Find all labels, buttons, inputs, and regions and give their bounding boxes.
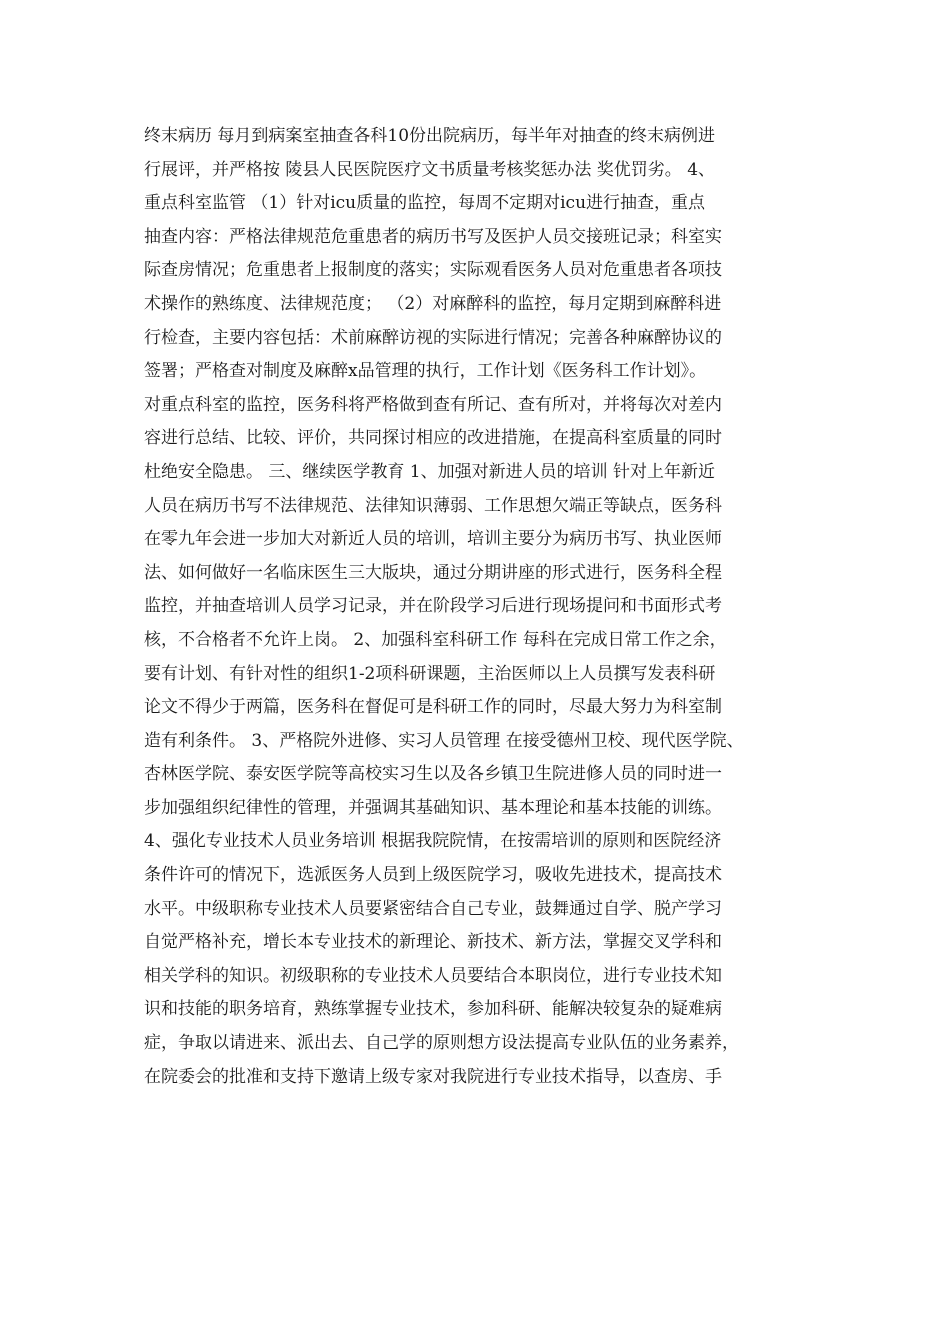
text-line: 症，争取以请进来、派出去、自己学的原则想方设法提高专业队伍的业务素养， (144, 1033, 739, 1054)
text-line: 造有利条件。 3、严格院外进修、实习人员管理 在接受德州卫校、现代医学院、 (144, 730, 744, 751)
text-line: 要有计划、有针对性的组织1-2项科研课题，主治医师以上人员撰写发表科研 (144, 663, 716, 684)
text-line: 行检查，主要内容包括：术前麻醉访视的实际进行情况；完善各种麻醉协议的 (144, 327, 722, 348)
text-line: 人员在病历书写不法律规范、法律知识薄弱、工作思想欠端正等缺点，医务科 (144, 495, 722, 516)
text-line: 监控，并抽查培训人员学习记录，并在阶段学习后进行现场提问和书面形式考 (144, 596, 722, 617)
text-line: 4、强化专业技术人员业务培训 根据我院院情，在按需培训的原则和医院经济 (144, 831, 722, 852)
text-line: 核，不合格者不允许上岗。 2、加强科室科研工作 每科在完成日常工作之余， (144, 629, 727, 650)
text-line: 杜绝安全隐患。 三、继续医学教育 1、加强对新进人员的培训 针对上年新近 (144, 461, 716, 482)
text-line: 行展评，并严格按 陵县人民医院医疗文书质量考核奖惩办法 奖优罚劣。 4、 (144, 159, 716, 180)
text-line: 容进行总结、比较、评价，共同探讨相应的改进措施，在提高科室质量的同时 (144, 428, 722, 449)
text-line: 在院委会的批准和支持下邀请上级专家对我院进行专业技术指导，以查房、手 (144, 1066, 722, 1087)
text-line: 在零九年会进一步加大对新近人员的培训，培训主要分为病历书写、执业医师 (144, 529, 722, 550)
text-line: 步加强组织纪律性的管理，并强调其基础知识、基本理论和基本技能的训练。 (144, 797, 722, 818)
text-line: 水平。中级职称专业技术人员要紧密结合自己专业，鼓舞通过自学、脱产学习 (144, 898, 722, 919)
text-line: 法、如何做好一名临床医生三大版块，通过分期讲座的形式进行，医务科全程 (144, 562, 722, 583)
text-line: 重点科室监管 （1）针对icu质量的监控，每周不定期对icu进行抽查，重点 (144, 193, 706, 214)
text-line: 相关学科的知识。初级职称的专业技术人员要结合本职岗位，进行专业技术知 (144, 965, 722, 986)
text-line: 识和技能的职务培育，熟练掌握专业技术，参加科研、能解决较复杂的疑难病 (144, 999, 722, 1020)
text-line: 自觉严格补充，增长本专业技术的新理论、新技术、新方法，掌握交叉学科和 (144, 932, 722, 953)
text-line: 术操作的熟练度、法律规范度； （2）对麻醉科的监控，每月定期到麻醉科进 (144, 293, 722, 314)
body-text (144, 120, 824, 1094)
text-line: 际查房情况；危重患者上报制度的落实；实际观看医务人员对危重患者各项技 (144, 260, 722, 281)
text-line: 抽查内容：严格法律规范危重患者的病历书写及医护人员交接班记录；科室实 (144, 226, 722, 247)
text-line: 条件许可的情况下，选派医务人员到上级医院学习，吸收先进技术，提高技术 (144, 865, 722, 886)
text-line: 对重点科室的监控，医务科将严格做到查有所记、查有所对，并将每次对差内 (144, 394, 722, 415)
text-line: 终末病历 每月到病案室抽查各科10份出院病历，每半年对抽查的终末病例进 (144, 126, 716, 146)
text-line: 杏林医学院、泰安医学院等高校实习生以及各乡镇卫生院进修人员的同时进一 (144, 764, 722, 785)
text-line: 签署；严格查对制度及麻醉x品管理的执行，工作计划《医务科工作计划》。 (144, 361, 707, 382)
text-line: 论文不得少于两篇，医务科在督促可是科研工作的同时，尽最大努力为科室制 (144, 697, 722, 718)
